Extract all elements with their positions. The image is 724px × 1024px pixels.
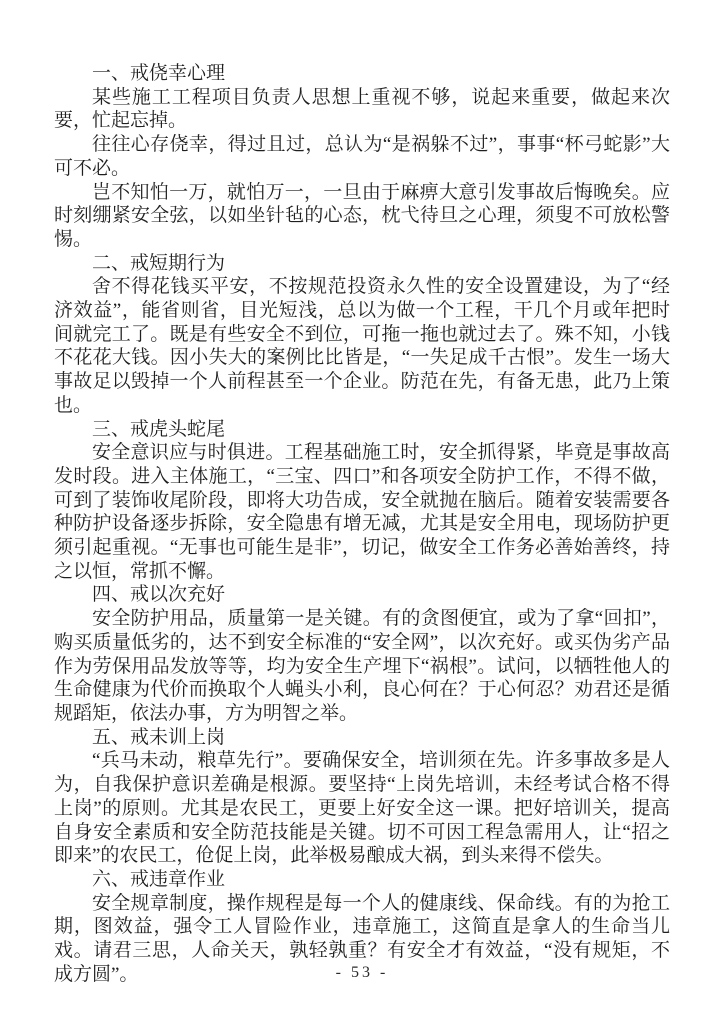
paragraph: 某些施工工程项目负责人思想上重视不够，说起来重要，做起来次要，忙起忘掉。 — [54, 86, 670, 132]
paragraph: 安全规章制度，操作规程是每一个人的健康线、保命线。有的为抢工期，图效益，强令工人冒险作业，违章施工，这简直是拿人的生命当儿戏。请君三思，人命关天，孰轻孰重？有安全才有效益，“没有规矩，不成方圆”。 — [54, 892, 670, 985]
section-5-heading: 五、戒未训上岗 — [92, 726, 226, 748]
document-body — [54, 62, 670, 986]
section-1-heading: 一、戒侥幸心理 — [92, 63, 226, 84]
paragraph: 安全意识应与时俱进。工程基础施工时，安全抓得紧，毕竟是事故高发时段。进入主体施工，“三宝、四口”和各项安全防护工作，不得不做，可到了装饰收尾阶段，即将大功告成，安全就抛在脑后。随着安装需要各种防护设备逐步拆除，安全隐患有增无减，尤其是安全用电，现场防护更须引起重视。“无事也可能生是非”，切记，做安全工作务必善始善终，持之以恒，常抓不懈。 — [54, 442, 670, 582]
paragraph: “兵马未动，粮草先行”。要确保安全，培训须在先。许多事故多是人为，自我保护意识差确是根源。要坚持“上岗先培训，未经考试合格不得上岗”的原则。尤其是农民工，更要上好安全这一课。把好培训关，提高自身安全素质和安全防范技能是关键。切不可因工程急需用人，让“招之即来”的农民工，伧促上岗，此举极易酿成大祸，到头来得不偿失。 — [54, 750, 670, 867]
paragraph: 往往心存侥幸，得过且过，总认为“是祸躲不过”，事事“杯弓蛇影”大可不必。 — [54, 134, 670, 179]
section-2-heading: 二、戒短期行为 — [92, 252, 226, 274]
page-number: - 53 - — [335, 964, 389, 981]
section-3-heading: 三、戒虎头蛇尾 — [92, 418, 226, 440]
paragraph: 岂不知怕一万，就怕万一，一旦由于麻痹大意引发事故后悔晚矣。应时刻绷紧安全弦，以如坐针毡的心态，枕弋待旦之心理，须叟不可放松警惕。 — [54, 181, 670, 250]
section-6-heading: 六、戒违章作业 — [92, 868, 226, 890]
paragraph: 安全防护用品，质量第一是关键。有的贪图便宜，或为了拿“回扣”，购买质量低劣的，达不到安全标准的“安全网”，以次充好。或买伪劣产品作为劳保用品发放等等，均为安全生产埋下“祸根”。试问，以牺牲他人的生命健康为代价而换取个人蝇头小利，良心何在？于心何忍？劝君还是循规蹈矩，依法办事，方为明智之举。 — [54, 608, 670, 724]
paragraph: 舍不得花钱买平安，不按规范投资永久性的安全设置建设，为了“经济效益”，能省则省，目光短浅，总以为做一个工程，干几个月或年把时间就完工了。既是有些安全不到位，可拖一拖也就过去了。殊不知，小钱不花花大钱。因小失大的案例比比皆是，“一失足成千古恨”。发生一场大事故足以毁掉一个人前程甚至一个企业。防范在先，有备无患，此乃上策也。 — [54, 276, 670, 416]
section-4-heading: 四、戒以次充好 — [92, 584, 226, 606]
